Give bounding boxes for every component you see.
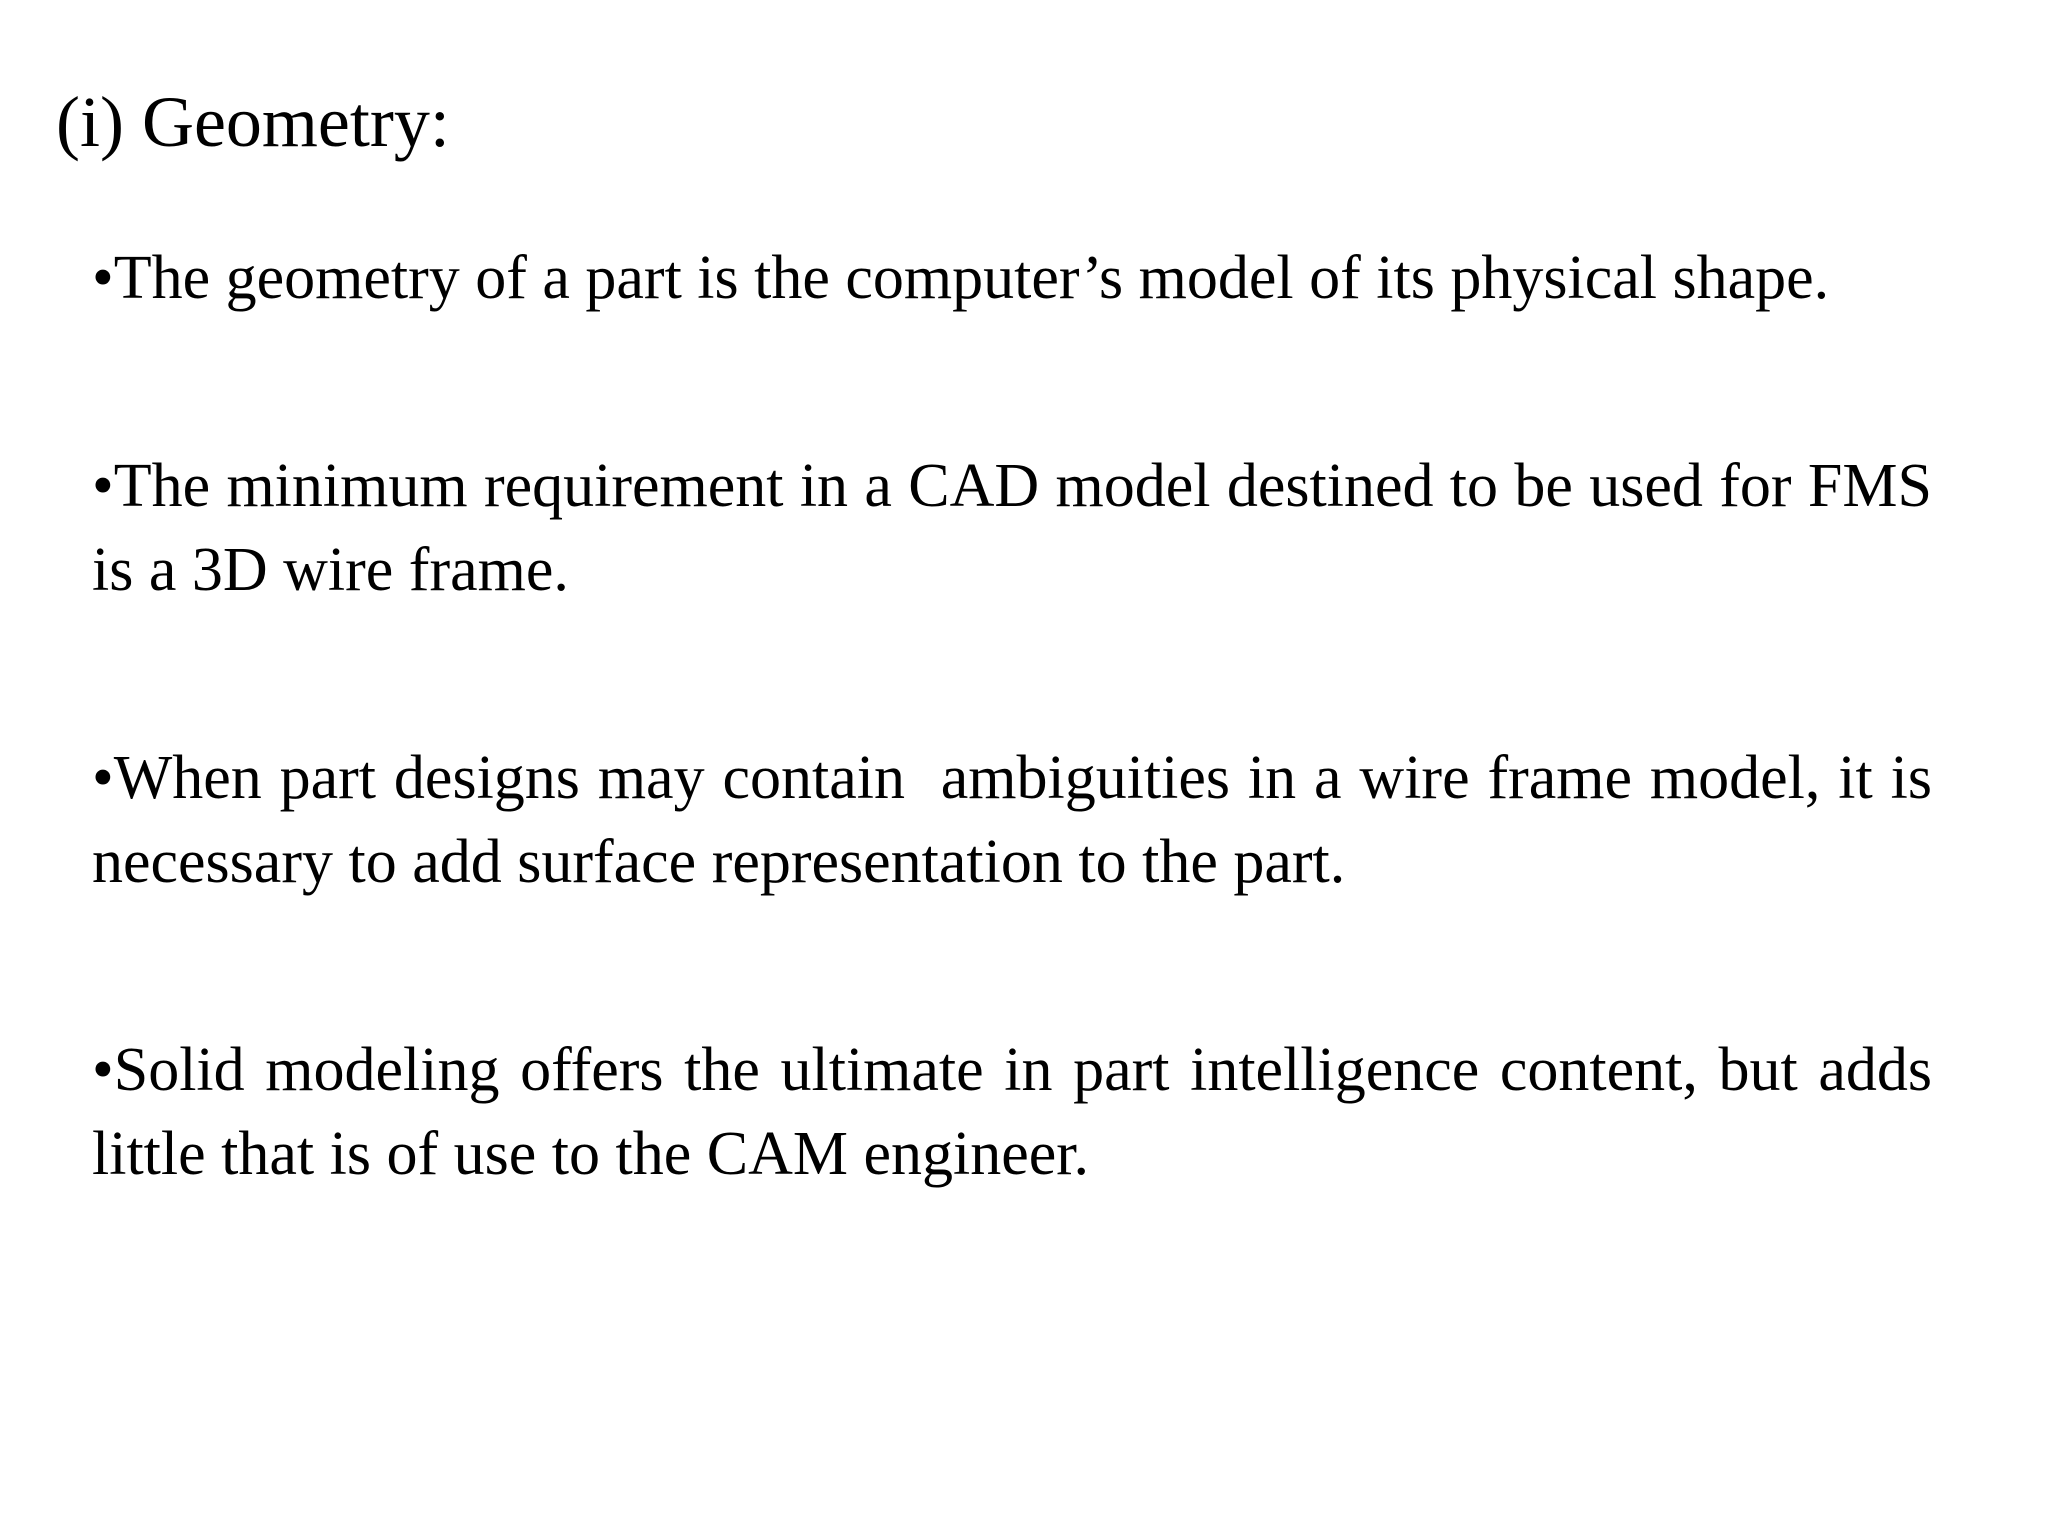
- bullet-item-geometry-definition: [92, 236, 1932, 320]
- bullet-text: The geometry of a part is the computer’s model of its physical shape.: [113, 244, 1830, 312]
- bullet-text: When part designs may contain ambiguities in a wire frame model, it is necessary to add surface representation to the part.: [92, 744, 1948, 896]
- bullet-icon: •: [92, 452, 114, 520]
- bullet-icon: •: [92, 1036, 114, 1104]
- bullet-item-minimum-requirement: [92, 444, 1932, 612]
- bullet-text: The minimum requirement in a CAD model destined to be used for FMS is a 3D wire frame.: [92, 452, 1932, 604]
- bullet-item-surface-representation: [92, 736, 1948, 904]
- bullet-icon: •: [92, 244, 114, 312]
- bullet-text: Solid modeling offers the ultimate in part intelligence content, but adds little that is of use to the CAM engineer.: [92, 1036, 1932, 1188]
- bullet-list: [92, 236, 1948, 1196]
- bullet-item-solid-modeling: [92, 1028, 1932, 1196]
- slide-title: (i) Geometry:: [56, 82, 450, 162]
- bullet-icon: •: [92, 744, 114, 812]
